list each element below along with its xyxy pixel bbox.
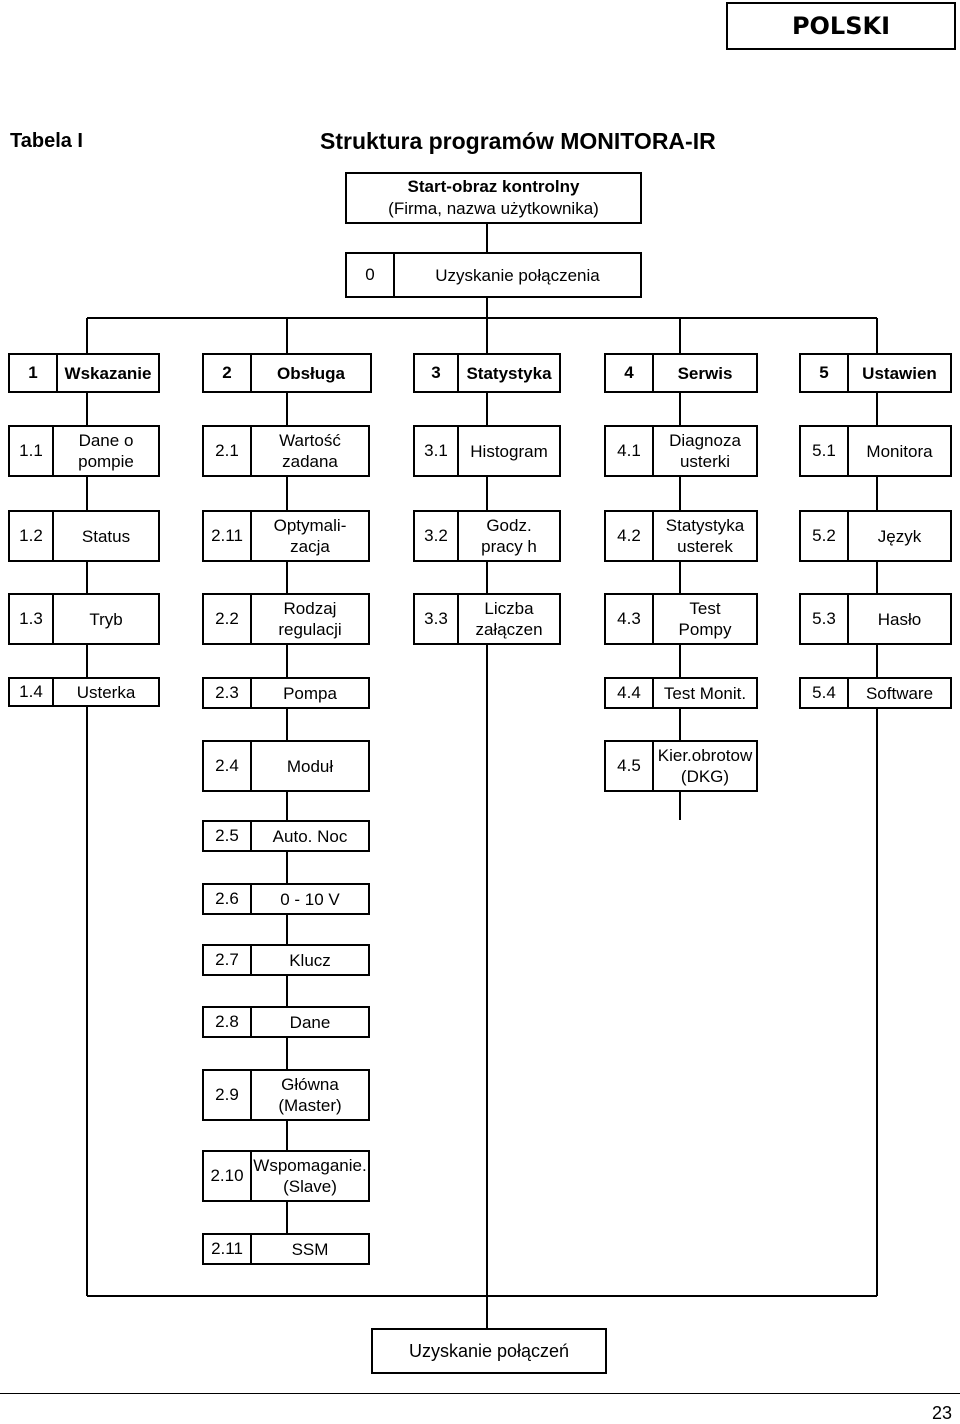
node-number: 2.6 [204, 885, 252, 913]
end-connection-box [371, 1328, 607, 1374]
menu-obsluga [202, 353, 372, 393]
node-number: 2.2 [204, 595, 252, 643]
node-label: Histogram [470, 441, 548, 461]
node-3-2 [413, 510, 561, 562]
menu-number: 2 [204, 355, 252, 391]
node-number: 2.3 [204, 679, 252, 707]
node-2-11-optymalizacja [202, 510, 370, 562]
node-5-4 [799, 677, 952, 709]
start-screen-box [345, 172, 642, 224]
node-number: 5.2 [801, 512, 849, 560]
node-2-9 [202, 1069, 370, 1121]
menu-statystyka [413, 353, 561, 393]
node-4-2 [604, 510, 758, 562]
node-label: Monitora [866, 441, 933, 461]
menu-ustawien [799, 353, 952, 393]
node-2-4 [202, 740, 370, 792]
node-number: 2.4 [204, 742, 252, 790]
node-number: 4.1 [606, 427, 654, 475]
node-5-1 [799, 425, 952, 477]
node-number: 2.11 [204, 512, 252, 560]
table-label: Tabela I [10, 130, 83, 152]
node-label: Język [877, 526, 922, 546]
node-number: 1.1 [10, 427, 54, 475]
node-4-4 [604, 677, 758, 709]
node-label: Wspomaganie. (Slave) [253, 1156, 367, 1196]
page-number: 23 [931, 1403, 952, 1423]
node-4-1 [604, 425, 758, 477]
node-label: Diagnoza usterki [669, 431, 741, 471]
node-2-11-ssm [202, 1233, 370, 1265]
menu-number: 3 [415, 355, 459, 391]
node-number: 2.11 [204, 1235, 252, 1263]
node-label: Wartość zadana [279, 431, 341, 471]
node-label: Hasło [877, 609, 922, 629]
connect-box [345, 252, 642, 298]
menu-label: Statystyka [466, 363, 552, 383]
node-number: 4.4 [606, 679, 654, 707]
connect-label: Uzyskanie połączenia [435, 265, 600, 285]
node-label: Liczba załączen [475, 599, 543, 639]
node-number: 1.4 [10, 679, 54, 705]
node-number: 5.4 [801, 679, 849, 707]
menu-label: Ustawien [862, 363, 937, 383]
node-label: Główna (Master) [278, 1075, 342, 1115]
menu-number: 5 [801, 355, 849, 391]
node-number: 2.7 [204, 946, 252, 974]
node-2-1 [202, 425, 370, 477]
node-label: Dane o pompie [78, 431, 134, 471]
node-number: 4.5 [606, 742, 654, 790]
menu-serwis [604, 353, 758, 393]
diagram-title: Struktura programów MONITORA-IR [320, 128, 716, 154]
node-label: SSM [291, 1239, 329, 1259]
node-label: Tryb [89, 609, 123, 629]
node-label: Optymali- zacja [273, 516, 347, 556]
node-number: 4.3 [606, 595, 654, 643]
connect-number: 0 [347, 254, 395, 296]
node-number: 4.2 [606, 512, 654, 560]
node-number: 5.1 [801, 427, 849, 475]
node-label: Test Pompy [678, 599, 732, 639]
start-title: Start-obraz kontrolny [407, 177, 580, 196]
node-1-1 [8, 425, 160, 477]
node-1-4 [8, 677, 160, 707]
node-label: Kier.obrotow (DKG) [657, 746, 753, 786]
node-label: Godz. pracy h [481, 516, 537, 556]
node-4-5 [604, 740, 758, 792]
node-label: 0 - 10 V [280, 889, 340, 909]
node-number: 2.5 [204, 822, 252, 850]
node-number: 5.3 [801, 595, 849, 643]
node-label: Rodzaj regulacji [278, 599, 342, 639]
node-2-2 [202, 593, 370, 645]
node-2-6 [202, 883, 370, 915]
node-2-8 [202, 1006, 370, 1038]
node-label: Statystyka usterek [665, 516, 745, 556]
menu-wskazanie [8, 353, 160, 393]
node-number: 1.2 [10, 512, 54, 560]
language-label: POLSKI [726, 2, 956, 50]
node-3-3 [413, 593, 561, 645]
node-label: Klucz [289, 950, 331, 970]
start-subtitle: (Firma, nazwa użytkownika) [388, 199, 599, 218]
node-label: Test Monit. [663, 683, 747, 703]
node-5-2 [799, 510, 952, 562]
node-1-2 [8, 510, 160, 562]
node-label: Dane [289, 1012, 331, 1032]
node-number: 2.1 [204, 427, 252, 475]
node-label: Usterka [76, 682, 136, 702]
node-number: 3.1 [415, 427, 459, 475]
node-2-5 [202, 820, 370, 852]
node-label: Software [865, 683, 934, 703]
node-number: 2.10 [204, 1152, 252, 1200]
menu-label: Serwis [677, 363, 733, 383]
node-label: Auto. Noc [272, 826, 348, 846]
node-2-7 [202, 944, 370, 976]
node-4-3 [604, 593, 758, 645]
node-1-3 [8, 593, 160, 645]
menu-label: Wskazanie [64, 363, 152, 383]
end-label: Uzyskanie połączeń [408, 1340, 570, 1361]
node-number: 3.3 [415, 595, 459, 643]
menu-number: 4 [606, 355, 654, 391]
menu-label: Obsługa [276, 363, 345, 383]
node-5-3 [799, 593, 952, 645]
node-label: Pompa [283, 683, 337, 703]
node-2-10 [202, 1150, 370, 1202]
node-number: 3.2 [415, 512, 459, 560]
node-3-1 [413, 425, 561, 477]
node-number: 2.9 [204, 1071, 252, 1119]
node-label: Moduł [286, 756, 334, 776]
menu-number: 1 [10, 355, 58, 391]
node-number: 2.8 [204, 1008, 252, 1036]
footer-divider [0, 1393, 960, 1394]
node-number: 1.3 [10, 595, 54, 643]
node-2-3 [202, 677, 370, 709]
node-label: Status [81, 526, 131, 546]
